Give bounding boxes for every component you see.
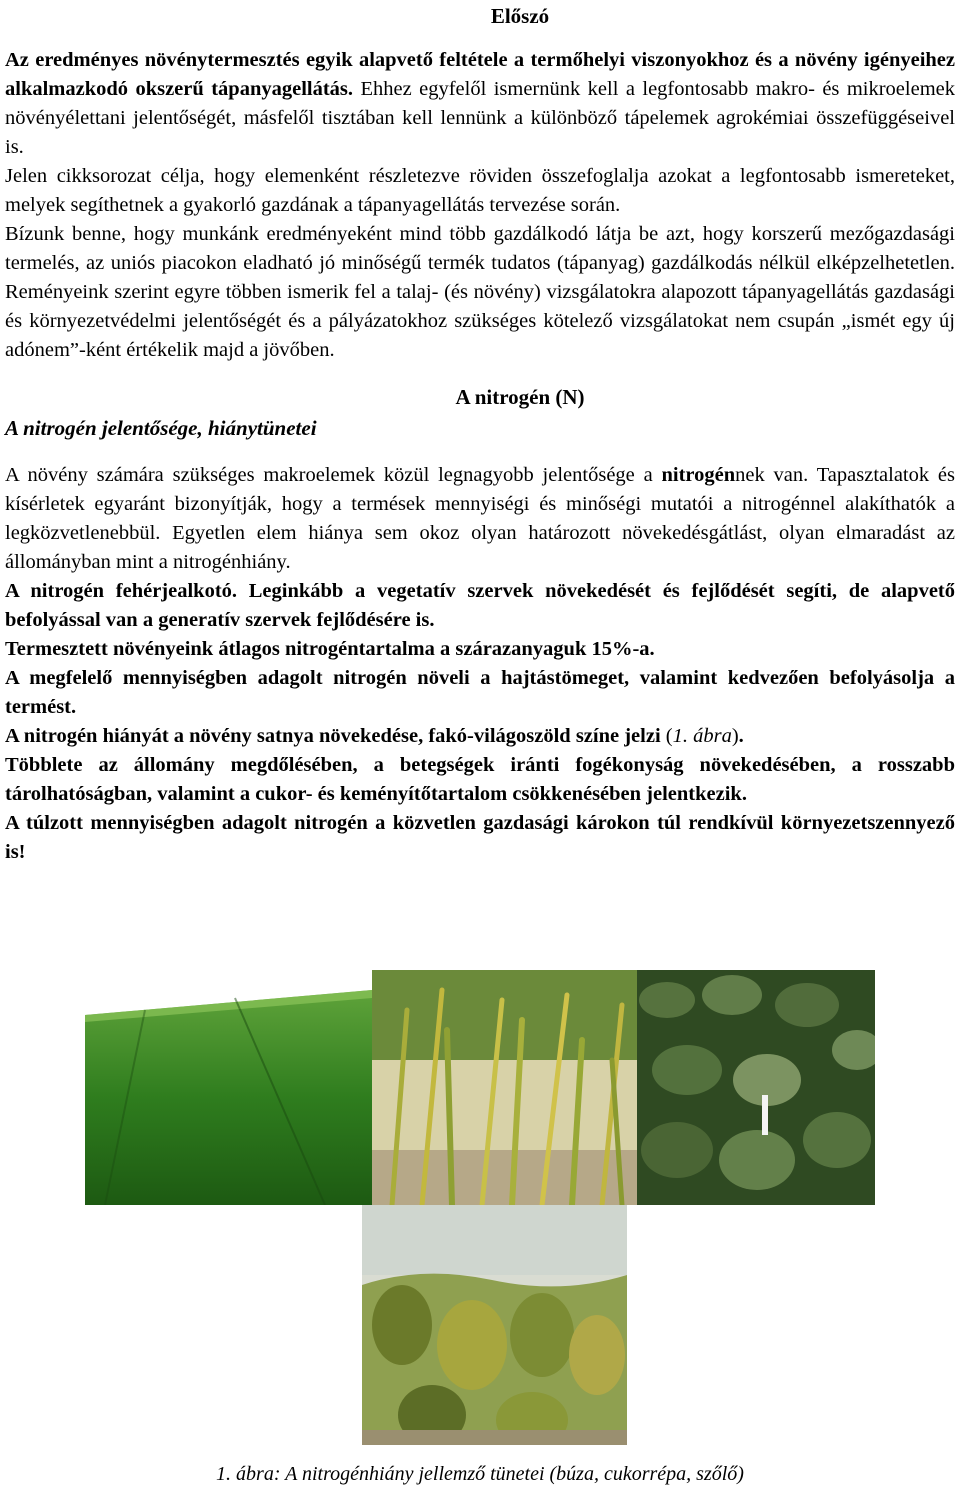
- figure-reference: (1. ábra): [665, 725, 739, 747]
- bold-paragraph-6: A túlzott mennyiségben adagolt nitrogén a közvetlen gazdasági károkon túl rendkívül környezetszennyező is!: [5, 812, 955, 863]
- page-title: Előszó: [490, 4, 550, 28]
- intro-rest: Ehhez egyfelől ismernünk kell a legfontosabb makro- és mikroelemek növényélettani jelentőségét, másfelől tisztában kell lennünk a különböző tápelemek agrokémiai összefüggéseivel is.: [5, 78, 955, 158]
- section-title: A nitrogén (N): [455, 385, 585, 409]
- bold-paragraph-2: Termesztett növényeink átlagos nitrogéntartalma a szárazanyaguk 15%-a.: [5, 638, 655, 660]
- intro-paragraph-2: Jelen cikksorozat célja, hogy elemenként részletezve röviden összefoglalja azokat a legfontosabb ismereteket, melyek segíthetnek a gyakorló gazdának a tápanyagellátás tervezése során.: [5, 165, 955, 216]
- bold-paragraph-4: [5, 722, 955, 751]
- intro-paragraph-3: Bízunk benne, hogy munkánk eredményeként mind több gazdálkodó látja be azt, hogy korszerű mezőgazdasági termelés, az uniós piacokon eladható jó minőségű termék tudatos (tápanyag) gazdálkodás nélkül elképzelhetetlen. Reményeink szerint egyre többen ismerik fel a talaj- (és növény) vizsgálatokra alapozott tápanyagellátás gazdasági és környezetvédelmi jelentőségét és a pályázatokhoz szükséges kötelező vizsgálatokat nem csupán „ismét egy új adónem”-ként értékelik majd a jövőben.: [5, 223, 955, 361]
- subsection-title: A nitrogén jelentősége, hiánytünetei: [5, 416, 317, 440]
- photo-wheat-closeup: [372, 970, 637, 1205]
- body-p1-b: nek van. Tapasztalatok és kísérletek egyaránt bizonyítják, hogy a termések mennyiségi és minőségi mutatói a nitrogénnel alakíthatók a legközvetlenebbül. Egyetlen elem hiánya sem okoz olyan határozott növekedésgátlást, olyan elmaradást az állományban mint a nitrogénhiány.: [5, 464, 955, 573]
- bold-p4-b: .: [738, 725, 744, 747]
- body-p1-a: A növény számára szükséges makroelemek közül legnagyobb jelentősége a: [5, 464, 662, 486]
- bold-paragraph-1: A nitrogén fehérjealkotó. Leginkább a vegetatív szervek növekedését és fejlődését segíti, de alapvető befolyással van a generatív szervek fejlődésére is.: [5, 580, 955, 631]
- figure-caption: 1. ábra: A nitrogénhiány jellemző tünetei (búza, cukorrépa, szőlő): [216, 1463, 744, 1485]
- bold-paragraph-5: Többlete az állomány megdőlésében, a betegségek iránti fogékonyság növekedésében, a rosszabb tárolhatóságban, valamint a cukor- és keményítőtartalom csökkenésében jelentkezik.: [5, 754, 955, 805]
- bold-p4-a: A nitrogén hiányát a növény satnya növekedése, fakó-világoszöld színe jelzi: [5, 725, 666, 747]
- photo-grapevine: [362, 1205, 627, 1445]
- body-paragraph-1: [5, 461, 955, 577]
- photo-sugar-beet: [637, 970, 875, 1205]
- intro-bold-sentence: Az eredményes növénytermesztés egyik alapvető feltétele a termőhelyi viszonyokhoz és a növény igényeihez alkalmazkodó okszerű tápanyagellátás.: [5, 49, 955, 100]
- intro-paragraph-1: [5, 46, 955, 162]
- body-p1-bold: nitrogén: [661, 464, 736, 486]
- bold-paragraph-3: A megfelelő mennyiségben adagolt nitrogén növeli a hajtástömeget, valamint kedvezően befolyásolja a termést.: [5, 667, 955, 718]
- photo-wheat-field: [85, 970, 372, 1205]
- document-page: [5, 0, 955, 867]
